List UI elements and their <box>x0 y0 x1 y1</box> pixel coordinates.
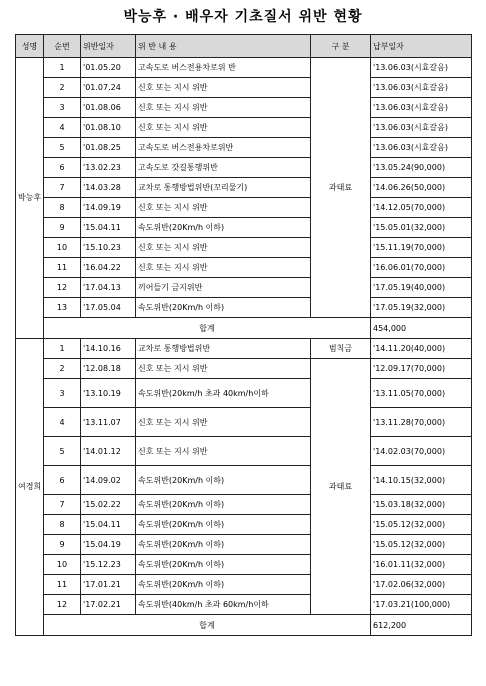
violation-date: '15.02.22 <box>81 495 136 515</box>
table-row <box>16 466 472 495</box>
sum-row <box>16 615 472 636</box>
row-number: 5 <box>44 138 81 158</box>
payment-date: '13.06.03(시효갈음) <box>371 98 472 118</box>
payment-date: '13.06.03(시효갈음) <box>371 138 472 158</box>
violation-date: '14.09.02 <box>81 466 136 495</box>
payment-date: '14.11.20(40,000) <box>371 339 472 359</box>
row-number: 9 <box>44 218 81 238</box>
table-header-row <box>16 35 472 58</box>
table-row <box>16 218 472 238</box>
violation-content: 신호 또는 지시 위반 <box>136 437 311 466</box>
payment-date: '13.06.03(시효갈음) <box>371 78 472 98</box>
violation-date: '15.04.11 <box>81 218 136 238</box>
payment-date: '15.05.12(32,000) <box>371 515 472 535</box>
violation-content: 끼어들기 금지위반 <box>136 278 311 298</box>
sum-value: 454,000 <box>371 318 472 339</box>
row-number: 2 <box>44 78 81 98</box>
table-row <box>16 178 472 198</box>
violation-content: 속도위반(20Km/h 이하) <box>136 515 311 535</box>
payment-date: '14.02.03(70,000) <box>371 437 472 466</box>
payment-date: '15.11.19(70,000) <box>371 238 472 258</box>
violation-date: '13.10.19 <box>81 379 136 408</box>
table-row <box>16 408 472 437</box>
row-number: 11 <box>44 575 81 595</box>
violation-content: 교차로 통행방법위반(꼬리물기) <box>136 178 311 198</box>
violation-content: 고속도로 버스전용차로위 반 <box>136 58 311 78</box>
table-row <box>16 495 472 515</box>
violation-content: 교차로 통행방법위반 <box>136 339 311 359</box>
table-row <box>16 437 472 466</box>
violation-date: '15.12.23 <box>81 555 136 575</box>
row-number: 11 <box>44 258 81 278</box>
violation-date: '01.08.06 <box>81 98 136 118</box>
violation-date: '15.10.23 <box>81 238 136 258</box>
violation-date: '01.08.25 <box>81 138 136 158</box>
violation-content: 신호 또는 지시 위반 <box>136 258 311 278</box>
payment-date: '16.01.11(32,000) <box>371 555 472 575</box>
person-name: 여경희 <box>16 339 44 636</box>
header-content: 위 반 내 용 <box>136 35 311 58</box>
table-row <box>16 58 472 78</box>
violation-date: '01.05.20 <box>81 58 136 78</box>
table-row <box>16 595 472 615</box>
row-number: 13 <box>44 298 81 318</box>
table-row <box>16 555 472 575</box>
violation-date: '17.02.21 <box>81 595 136 615</box>
row-number: 12 <box>44 595 81 615</box>
violation-content: 속도위반(20Km/h 이하) <box>136 466 311 495</box>
payment-date: '12.09.17(70,000) <box>371 359 472 379</box>
table-row <box>16 78 472 98</box>
payment-date: '14.12.05(70,000) <box>371 198 472 218</box>
violation-content: 신호 또는 지시 위반 <box>136 118 311 138</box>
table-row <box>16 379 472 408</box>
group-yeo <box>16 339 472 636</box>
violation-table <box>15 34 472 636</box>
violation-content: 고속도로 갓길통행위반 <box>136 158 311 178</box>
violation-date: '17.01.21 <box>81 575 136 595</box>
sum-value: 612,200 <box>371 615 472 636</box>
violation-content: 속도위반(40km/h 초과 60km/h이하 <box>136 595 311 615</box>
table-row <box>16 98 472 118</box>
payment-date: '15.05.12(32,000) <box>371 535 472 555</box>
payment-date: '13.06.03(시효갈음) <box>371 118 472 138</box>
payment-date: '14.10.15(32,000) <box>371 466 472 495</box>
violation-content: 속도위반(20Km/h 이하) <box>136 298 311 318</box>
table-row <box>16 138 472 158</box>
row-number: 9 <box>44 535 81 555</box>
category-cell: 과태료 <box>311 58 371 318</box>
table-row <box>16 118 472 138</box>
violation-date: '13.11.07 <box>81 408 136 437</box>
row-number: 8 <box>44 198 81 218</box>
violation-date: '17.05.04 <box>81 298 136 318</box>
row-number: 7 <box>44 495 81 515</box>
table-row <box>16 359 472 379</box>
header-category: 구 분 <box>311 35 371 58</box>
violation-date: '15.04.11 <box>81 515 136 535</box>
payment-date: '15.05.01(32,000) <box>371 218 472 238</box>
payment-date: '13.06.03(시효갈음) <box>371 58 472 78</box>
row-number: 4 <box>44 118 81 138</box>
payment-date: '16.06.01(70,000) <box>371 258 472 278</box>
sum-label: 합계 <box>44 318 371 339</box>
violation-content: 속도위반(20Km/h 이하) <box>136 535 311 555</box>
violation-content: 신호 또는 지시 위반 <box>136 359 311 379</box>
violation-date: '14.10.16 <box>81 339 136 359</box>
table-row <box>16 278 472 298</box>
violation-date: '14.03.28 <box>81 178 136 198</box>
violation-content: 신호 또는 지시 위반 <box>136 98 311 118</box>
document-title: 박능후 · 배우자 기초질서 위반 현황 <box>123 9 363 25</box>
violation-content: 속도위반(20Km/h 이하) <box>136 495 311 515</box>
row-number: 8 <box>44 515 81 535</box>
payment-date: '17.05.19(40,000) <box>371 278 472 298</box>
row-number: 6 <box>44 466 81 495</box>
header-date: 위반일자 <box>81 35 136 58</box>
table-row <box>16 339 472 359</box>
row-number: 10 <box>44 238 81 258</box>
row-number: 3 <box>44 379 81 408</box>
header-name: 성명 <box>16 35 44 58</box>
violation-content: 신호 또는 지시 위반 <box>136 198 311 218</box>
payment-date: '17.03.21(100,000) <box>371 595 472 615</box>
table-row <box>16 298 472 318</box>
violation-date: '01.08.10 <box>81 118 136 138</box>
row-number: 2 <box>44 359 81 379</box>
category-cell: 과태료 <box>311 359 371 615</box>
person-name: 박능후 <box>16 58 44 339</box>
violation-date: '14.01.12 <box>81 437 136 466</box>
group-park <box>16 58 472 339</box>
payment-date: '17.02.06(32,000) <box>371 575 472 595</box>
category-cell: 범칙금 <box>311 339 371 359</box>
violation-date: '17.04.13 <box>81 278 136 298</box>
header-paid: 납부일자 <box>371 35 472 58</box>
row-number: 1 <box>44 58 81 78</box>
row-number: 7 <box>44 178 81 198</box>
table-row <box>16 158 472 178</box>
row-number: 6 <box>44 158 81 178</box>
violation-content: 신호 또는 지시 위반 <box>136 408 311 437</box>
violation-content: 신호 또는 지시 위반 <box>136 78 311 98</box>
row-number: 1 <box>44 339 81 359</box>
table-row <box>16 535 472 555</box>
violation-date: '16.04.22 <box>81 258 136 278</box>
payment-date: '13.05.24(90,000) <box>371 158 472 178</box>
payment-date: '17.05.19(32,000) <box>371 298 472 318</box>
violation-date: '13.02.23 <box>81 158 136 178</box>
table-row <box>16 198 472 218</box>
violation-date: '12.08.18 <box>81 359 136 379</box>
row-number: 12 <box>44 278 81 298</box>
row-number: 3 <box>44 98 81 118</box>
payment-date: '13.11.05(70,000) <box>371 379 472 408</box>
violation-content: 속도위반(20km/h 초과 40km/h이하 <box>136 379 311 408</box>
violation-content: 신호 또는 지시 위반 <box>136 238 311 258</box>
violation-date: '15.04.19 <box>81 535 136 555</box>
violation-content: 속도위반(20Km/h 이하) <box>136 218 311 238</box>
table-row <box>16 575 472 595</box>
violation-content: 속도위반(20Km/h 이하) <box>136 575 311 595</box>
violation-date: '14.09.19 <box>81 198 136 218</box>
table-row <box>16 515 472 535</box>
payment-date: '13.11.28(70,000) <box>371 408 472 437</box>
sum-label: 합계 <box>44 615 371 636</box>
row-number: 10 <box>44 555 81 575</box>
payment-date: '15.03.18(32,000) <box>371 495 472 515</box>
header-no: 순번 <box>44 35 81 58</box>
row-number: 4 <box>44 408 81 437</box>
table-row <box>16 258 472 278</box>
row-number: 5 <box>44 437 81 466</box>
sum-row <box>16 318 472 339</box>
table-row <box>16 238 472 258</box>
violation-content: 고속도로 버스전용차로위반 <box>136 138 311 158</box>
payment-date: '14.06.26(50,000) <box>371 178 472 198</box>
violation-date: '01.07.24 <box>81 78 136 98</box>
violation-content: 속도위반(20Km/h 이하) <box>136 555 311 575</box>
